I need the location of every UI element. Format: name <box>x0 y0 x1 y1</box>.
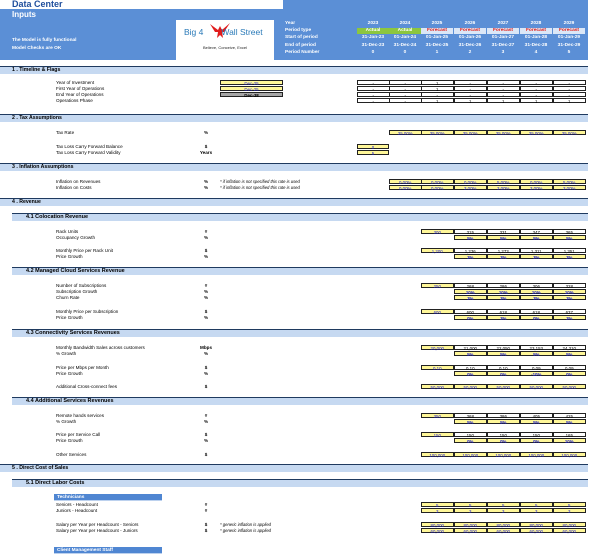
inflation-input[interactable]: 5.00% <box>553 179 586 184</box>
flag-cell: 1 <box>553 98 586 103</box>
period-type-2028: Forecast <box>520 28 552 34</box>
tax-rate-input[interactable]: 35.00% <box>454 130 487 135</box>
price-growth-label: Price Growth <box>56 371 83 376</box>
rack-units-label: Rack Units <box>56 229 79 234</box>
period-type-2026: Forecast <box>454 28 486 34</box>
year-header-2027: 2027 <box>497 21 509 26</box>
end-of-period-2023: 31-Dec-23 <box>361 43 385 48</box>
period-number-2025: 1 <box>435 50 439 55</box>
inflation-input[interactable]: 3.00% <box>487 185 520 190</box>
period-type-2024: Actual <box>389 28 421 34</box>
tax-rate-input[interactable]: 35.00% <box>520 130 553 135</box>
juniors-label: Juniors - Headcount <box>56 508 98 513</box>
timeline-label: End Year of Operations <box>56 92 104 97</box>
price-growth-cell[interactable]: 0% <box>487 371 520 376</box>
seniors-cell[interactable]: 5 <box>520 502 553 507</box>
subscriptions-unit: # <box>204 283 208 288</box>
price-growth-unit: % <box>203 315 209 320</box>
price-growth-label: Price Growth <box>56 315 83 320</box>
flag-cell: - <box>389 86 422 91</box>
monthly-price-cell: 618 <box>520 309 553 314</box>
year-header-2029: 2029 <box>563 21 575 26</box>
sal-seniors-cell[interactable]: 80,000 <box>454 522 487 527</box>
rack-units-unit: # <box>204 229 208 234</box>
flag-cell: - <box>454 92 487 97</box>
flag-cell: - <box>389 92 422 97</box>
sal-juniors-cell[interactable]: 60,000 <box>553 528 586 533</box>
sal-seniors-note: * generic inflation is applied <box>220 522 271 527</box>
price-growth-cell[interactable]: 3% <box>487 254 520 259</box>
tlcf-balance-label: Tax Loss Carry Forward Balance <box>56 144 123 149</box>
other-cell[interactable]: 100,000 <box>487 452 520 457</box>
company-logo <box>176 20 274 60</box>
inflation-input[interactable]: 0.00% <box>454 179 487 184</box>
row-label-period-number: Period Number <box>285 50 320 55</box>
flag-cell: 1 <box>487 98 520 103</box>
inflation-unit: % <box>203 179 209 184</box>
end-of-period-2025: 31-Dec-25 <box>425 43 449 48</box>
churn-unit: % <box>203 295 209 300</box>
start-of-period-2028: 01-Jan-28 <box>524 35 548 40</box>
subscriptions-label: Number of Subscriptions <box>56 283 107 288</box>
sal-seniors-label: Salary per Year per Headcount - Seniors <box>56 522 139 527</box>
flag-cell: - <box>553 80 586 85</box>
seniors-cell[interactable]: 5 <box>454 502 487 507</box>
timeline-date-input[interactable]: Dec-25 <box>220 86 283 91</box>
section-timeline: 1 . Timeline & Flags <box>0 66 588 74</box>
monthly-price-cell: 637 <box>553 309 586 314</box>
flag-cell: - <box>553 92 586 97</box>
year-header-2024: 2024 <box>399 21 411 26</box>
period-number-2023: 0 <box>371 50 375 55</box>
inflation-unit: % <box>203 185 209 190</box>
cross-connect-cell[interactable]: 50,000 <box>421 384 454 389</box>
sal-juniors-cell[interactable]: 60,000 <box>421 528 454 533</box>
juniors-cell[interactable]: 3 <box>553 508 586 513</box>
inflation-input[interactable]: 5.00% <box>487 179 520 184</box>
juniors-cell[interactable]: 3 <box>421 508 454 513</box>
flag-cell: - <box>357 86 390 91</box>
logo-tagline: Believe, Conceive, Excel <box>202 45 248 50</box>
timeline-label: Operations Phase <box>56 98 93 103</box>
model-checks-status: Model Checks are OK <box>12 46 62 51</box>
sheet-subtitle: Inputs <box>12 10 36 19</box>
row-label-period-type: Period type <box>285 28 312 33</box>
flag-cell: 1 <box>454 98 487 103</box>
flag-cell: - <box>357 98 390 103</box>
juniors-cell[interactable]: 3 <box>520 508 553 513</box>
subsection-colocation: 4.1 Colocation Revenue <box>12 213 588 221</box>
tax-rate-unit: % <box>203 130 209 135</box>
seniors-label: Seniors - Headcount <box>56 502 98 507</box>
flag-cell: - <box>454 86 487 91</box>
rh-growth-cell[interactable]: 5% <box>520 419 553 424</box>
price-call-cell: 150 <box>454 432 487 437</box>
period-number-2024: 0 <box>403 50 407 55</box>
model-status: The Model is fully functional <box>12 38 77 43</box>
subscriptions-cell[interactable]: 250 <box>421 283 454 288</box>
flag-cell: - <box>357 92 390 97</box>
monthly-price-unit: $ <box>204 309 208 314</box>
bandwidth-unit: Mbps <box>200 345 212 350</box>
remote-hands-cell: 386 <box>487 413 520 418</box>
monthly-price-cell: 1,273 <box>487 248 520 253</box>
timeline-label: Year of Investment <box>56 80 95 85</box>
tlcf-validity-unit: Years <box>199 150 213 155</box>
sub-growth-unit: % <box>203 289 209 294</box>
other-cell[interactable]: 100,000 <box>454 452 487 457</box>
subscriptions-cell: 306 <box>520 283 553 288</box>
tax-rate-label: Tax Rate <box>56 130 75 135</box>
cross-connect-cell[interactable]: 50,000 <box>520 384 553 389</box>
tax-rate-input[interactable]: 35.00% <box>553 130 586 135</box>
bw-growth-unit: % <box>203 351 209 356</box>
period-number-2028: 4 <box>534 50 538 55</box>
timeline-date-input: Dec-38 <box>220 92 283 97</box>
bw-growth-cell[interactable]: 5% <box>454 351 487 356</box>
period-type-2027: Forecast <box>487 28 519 34</box>
start-of-period-2027: 01-Jan-27 <box>491 35 515 40</box>
price-growth-cell[interactable]: 0% <box>487 438 520 443</box>
group-technicians: Technicians <box>54 494 162 501</box>
timeline-date-input[interactable]: Dec-25 <box>220 80 283 85</box>
flag-cell: 1 <box>421 86 454 91</box>
subscriptions-cell: 268 <box>454 283 487 288</box>
bw-growth-cell[interactable]: 5% <box>487 351 520 356</box>
flag-cell: - <box>487 92 520 97</box>
price-mbps-unit: $ <box>204 365 208 370</box>
price-growth-cell[interactable]: 0% <box>454 438 487 443</box>
price-growth-cell[interactable]: 0% <box>454 371 487 376</box>
sub-growth-cell[interactable]: 10% <box>454 289 487 294</box>
monthly-price-cell[interactable]: 600 <box>421 309 454 314</box>
remote-hands-cell: 425 <box>553 413 586 418</box>
flag-cell: - <box>421 92 454 97</box>
bw-growth-cell[interactable]: 5% <box>520 351 553 356</box>
price-growth-unit: % <box>203 371 209 376</box>
tlcf-balance-unit: $ <box>204 144 208 149</box>
price-growth-cell[interactable]: 3% <box>520 254 553 259</box>
sal-juniors-cell[interactable]: 60,000 <box>487 528 520 533</box>
inflation-input[interactable]: 3.00% <box>553 185 586 190</box>
cross-connect-cell[interactable]: 50,000 <box>487 384 520 389</box>
period-type-2029: Forecast <box>553 28 585 34</box>
section-tax: 2 . Tax Assumptions <box>0 114 588 122</box>
logo-brand: Big 4 <box>184 27 204 37</box>
subsection-direct-labor: 5.1 Direct Labor Costs <box>12 479 588 487</box>
start-of-period-2024: 01-Jan-24 <box>393 35 417 40</box>
price-growth-cell[interactable]: 0% <box>520 438 553 443</box>
occupancy-growth-cell[interactable]: 5% <box>454 235 487 240</box>
occupancy-growth-cell[interactable]: 5% <box>553 235 586 240</box>
sub-growth-cell[interactable]: 10% <box>553 289 586 294</box>
sub-growth-cell[interactable]: 10% <box>520 289 553 294</box>
period-number-2027: 3 <box>501 50 505 55</box>
sub-growth-cell[interactable]: 10% <box>487 289 520 294</box>
bw-growth-label: % Growth <box>56 351 77 356</box>
start-of-period-2026: 01-Jan-26 <box>458 35 482 40</box>
flag-cell: - <box>520 80 553 85</box>
subsection-additional: 4.4 Additional Services Revenues <box>12 397 588 405</box>
price-growth-cell[interactable]: 0% <box>454 315 487 320</box>
sal-juniors-note: * generic inflation is applied <box>220 528 271 533</box>
remote-hands-unit: # <box>204 413 208 418</box>
sal-seniors-unit: $ <box>204 522 208 527</box>
price-growth-cell[interactable]: 3% <box>553 254 586 259</box>
rh-growth-cell[interactable]: 5% <box>553 419 586 424</box>
seniors-cell[interactable]: 5 <box>487 502 520 507</box>
price-call-cell: 150 <box>520 432 553 437</box>
bandwidth-cell: 24,310 <box>553 345 586 350</box>
remote-hands-label: Remote hands services <box>56 413 105 418</box>
price-call-unit: $ <box>204 432 208 437</box>
bandwidth-cell: 22,050 <box>487 345 520 350</box>
period-number-2026: 2 <box>468 50 472 55</box>
inflation-input[interactable]: 3.00% <box>520 185 553 190</box>
churn-cell[interactable]: 3% <box>520 295 553 300</box>
flag-cell: 1 <box>421 98 454 103</box>
monthly-price-cell: 618 <box>487 309 520 314</box>
flag-cell: - <box>487 80 520 85</box>
flag-cell: - <box>520 86 553 91</box>
inflation-input[interactable]: 0.00% <box>421 179 454 184</box>
cross-connect-cell[interactable]: 50,000 <box>454 384 487 389</box>
inflation-input[interactable]: 0.00% <box>389 185 422 190</box>
seniors-cell[interactable]: 5 <box>553 502 586 507</box>
price-growth-label: Price Growth <box>56 254 83 259</box>
monthly-price-label: Monthly Price per Rack Unit <box>56 248 113 253</box>
other-label: Other Services <box>56 452 87 457</box>
row-label-start: Start of period <box>285 35 318 40</box>
header-strip <box>283 0 588 9</box>
occupancy-growth-label: Occupancy Growth <box>56 235 96 240</box>
bandwidth-cell[interactable]: 20,000 <box>421 345 454 350</box>
sal-juniors-label: Salary per Year per Headcount - Juniors <box>56 528 138 533</box>
juniors-cell[interactable]: 3 <box>487 508 520 513</box>
price-mbps-cell: 0.09 <box>553 365 586 370</box>
page-title: Data Center <box>12 0 63 9</box>
sal-seniors-cell[interactable]: 80,000 <box>421 522 454 527</box>
start-of-period-2029: 01-Jan-29 <box>557 35 581 40</box>
bandwidth-cell: 21,000 <box>454 345 487 350</box>
cross-connect-unit: $ <box>204 384 208 389</box>
sal-juniors-cell[interactable]: 60,000 <box>520 528 553 533</box>
year-header-2025: 2025 <box>431 21 443 26</box>
sal-juniors-cell[interactable]: 60,000 <box>454 528 487 533</box>
flag-cell: - <box>487 86 520 91</box>
year-header-2023: 2023 <box>367 21 379 26</box>
flag-cell: 1 <box>421 80 454 85</box>
inflation-note: * if inflation is not specified this rate is used <box>220 185 300 190</box>
occupancy-growth-cell[interactable]: 5% <box>520 235 553 240</box>
tax-rate-input[interactable]: 35.00% <box>421 130 454 135</box>
price-call-label: Price per Service Call <box>56 432 101 437</box>
flag-cell: - <box>389 98 422 103</box>
price-mbps-label: Price per Mbps per Month <box>56 365 109 370</box>
period-number-2029: 5 <box>567 50 571 55</box>
timeline-label: First Year of Operations <box>56 86 105 91</box>
occupancy-growth-cell[interactable]: 5% <box>487 235 520 240</box>
cross-connect-label: Additional Cross-connect fees <box>56 384 118 389</box>
price-mbps-cell: 0.09 <box>520 365 553 370</box>
monthly-price-label: Monthly Price per Subscription <box>56 309 119 314</box>
inflation-input[interactable]: 3.00% <box>454 185 487 190</box>
sal-seniors-cell[interactable]: 80,000 <box>553 522 586 527</box>
seniors-unit: # <box>204 502 208 507</box>
monthly-price-cell[interactable]: 1,200 <box>421 248 454 253</box>
tax-rate-input[interactable]: 35.00% <box>389 130 422 135</box>
price-growth-unit: % <box>203 254 209 259</box>
remote-hands-cell: 368 <box>454 413 487 418</box>
flag-cell: - <box>520 92 553 97</box>
rack-units-cell: 315 <box>454 229 487 234</box>
end-of-period-2026: 31-Dec-26 <box>458 43 482 48</box>
end-of-period-2029: 31-Dec-29 <box>557 43 581 48</box>
rh-growth-cell[interactable]: 5% <box>454 419 487 424</box>
row-label-year: Year <box>285 21 296 26</box>
seniors-cell[interactable]: 5 <box>421 502 454 507</box>
sal-juniors-unit: $ <box>204 528 208 533</box>
occupancy-growth-unit: % <box>203 235 209 240</box>
rack-units-cell: 347 <box>520 229 553 234</box>
monthly-price-cell: 600 <box>454 309 487 314</box>
subsection-cloud: 4.2 Managed Cloud Services Revenue <box>12 267 588 275</box>
tlcf-balance-input[interactable]: 0 <box>357 144 389 149</box>
monthly-price-unit: $ <box>204 248 208 253</box>
rh-growth-label: % Growth <box>56 419 77 424</box>
flag-cell: - <box>454 80 487 85</box>
start-of-period-2023: 31-Jan-23 <box>361 35 385 40</box>
price-growth-cell[interactable]: -10% <box>520 371 553 376</box>
churn-cell[interactable]: 3% <box>454 295 487 300</box>
price-call-cell: 150 <box>487 432 520 437</box>
price-call-cell: 165 <box>553 432 586 437</box>
price-growth-label: Price Growth <box>56 438 83 443</box>
price-growth-cell[interactable]: 10% <box>553 438 586 443</box>
group-client-management: Client Management Staff <box>54 547 162 554</box>
price-mbps-cell: 0.10 <box>454 365 487 370</box>
price-call-cell[interactable]: 150 <box>421 432 454 437</box>
flag-cell: - <box>553 86 586 91</box>
section-revenue: 4 . Revenue <box>0 198 588 206</box>
sal-seniors-cell[interactable]: 80,000 <box>520 522 553 527</box>
bandwidth-cell: 23,153 <box>520 345 553 350</box>
inflation-label: Inflation on Costs <box>56 185 92 190</box>
price-growth-cell[interactable]: 3% <box>454 254 487 259</box>
other-cell[interactable]: 100,000 <box>520 452 553 457</box>
sub-growth-label: Subscription Growth <box>56 289 98 294</box>
remote-hands-cell: 405 <box>520 413 553 418</box>
start-of-period-2025: 01-Jan-25 <box>425 35 449 40</box>
period-type-2023: Actual <box>357 28 389 34</box>
inflation-input[interactable]: 0.00% <box>389 179 422 184</box>
year-header-2026: 2026 <box>464 21 476 26</box>
inflation-label: Inflation on Revenues <box>56 179 101 184</box>
remote-hands-cell[interactable]: 350 <box>421 413 454 418</box>
price-growth-unit: % <box>203 438 209 443</box>
sal-seniors-cell[interactable]: 80,000 <box>487 522 520 527</box>
juniors-cell[interactable]: 3 <box>454 508 487 513</box>
juniors-unit: # <box>204 508 208 513</box>
subsection-connectivity: 4.3 Connectivity Services Revenues <box>12 329 588 337</box>
rack-units-cell: 365 <box>553 229 586 234</box>
subscriptions-cell: 286 <box>487 283 520 288</box>
rack-units-cell[interactable]: 300 <box>421 229 454 234</box>
rack-units-cell: 331 <box>487 229 520 234</box>
row-label-end: End of period <box>285 43 316 48</box>
logo-brand-2: Wall Street <box>221 27 263 37</box>
inflation-input[interactable]: 0.00% <box>421 185 454 190</box>
rh-growth-unit: % <box>203 419 209 424</box>
price-growth-cell[interactable]: 0% <box>520 315 553 320</box>
monthly-price-cell: 1,236 <box>454 248 487 253</box>
price-growth-cell[interactable]: 3% <box>487 315 520 320</box>
price-growth-cell[interactable]: 3% <box>553 315 586 320</box>
price-growth-cell[interactable]: 0% <box>553 371 586 376</box>
flag-cell: - <box>357 80 390 85</box>
cross-connect-cell[interactable]: 50,000 <box>553 384 586 389</box>
churn-cell[interactable]: 3% <box>487 295 520 300</box>
end-of-period-2027: 31-Dec-27 <box>491 43 515 48</box>
end-of-period-2028: 31-Dec-28 <box>524 43 548 48</box>
section-direct-cost: 5 . Direct Cost of Sales <box>0 464 588 472</box>
other-cell[interactable]: 100,000 <box>421 452 454 457</box>
rh-growth-cell[interactable]: 5% <box>487 419 520 424</box>
flag-cell: - <box>389 80 422 85</box>
flag-cell: 1 <box>520 98 553 103</box>
churn-label: Churn Rate <box>56 295 80 300</box>
price-mbps-cell[interactable]: 0.10 <box>421 365 454 370</box>
tlcf-validity-label: Tax Loss Carry Forward Validity <box>56 150 121 155</box>
monthly-price-cell: 1,351 <box>553 248 586 253</box>
end-of-period-2024: 31-Dec-24 <box>393 43 417 48</box>
tlcf-validity-input[interactable]: 5 <box>357 150 389 155</box>
section-inflation: 3 . Inflation Assumptions <box>0 163 588 171</box>
other-cell[interactable]: 100,000 <box>553 452 586 457</box>
price-mbps-cell: 0.10 <box>487 365 520 370</box>
tax-rate-input[interactable]: 35.00% <box>487 130 520 135</box>
bw-growth-cell[interactable]: 5% <box>553 351 586 356</box>
churn-cell[interactable]: 3% <box>553 295 586 300</box>
period-type-2025: Forecast <box>421 28 453 34</box>
inflation-input[interactable]: 0.00% <box>520 179 553 184</box>
subscriptions-cell: 328 <box>553 283 586 288</box>
other-unit: $ <box>204 452 208 457</box>
inflation-note: * if inflation is not specified this rate is used <box>220 179 300 184</box>
monthly-price-cell: 1,311 <box>520 248 553 253</box>
bandwidth-label: Monthly Bandwidth Sales across customers <box>56 345 145 350</box>
year-header-2028: 2028 <box>530 21 542 26</box>
